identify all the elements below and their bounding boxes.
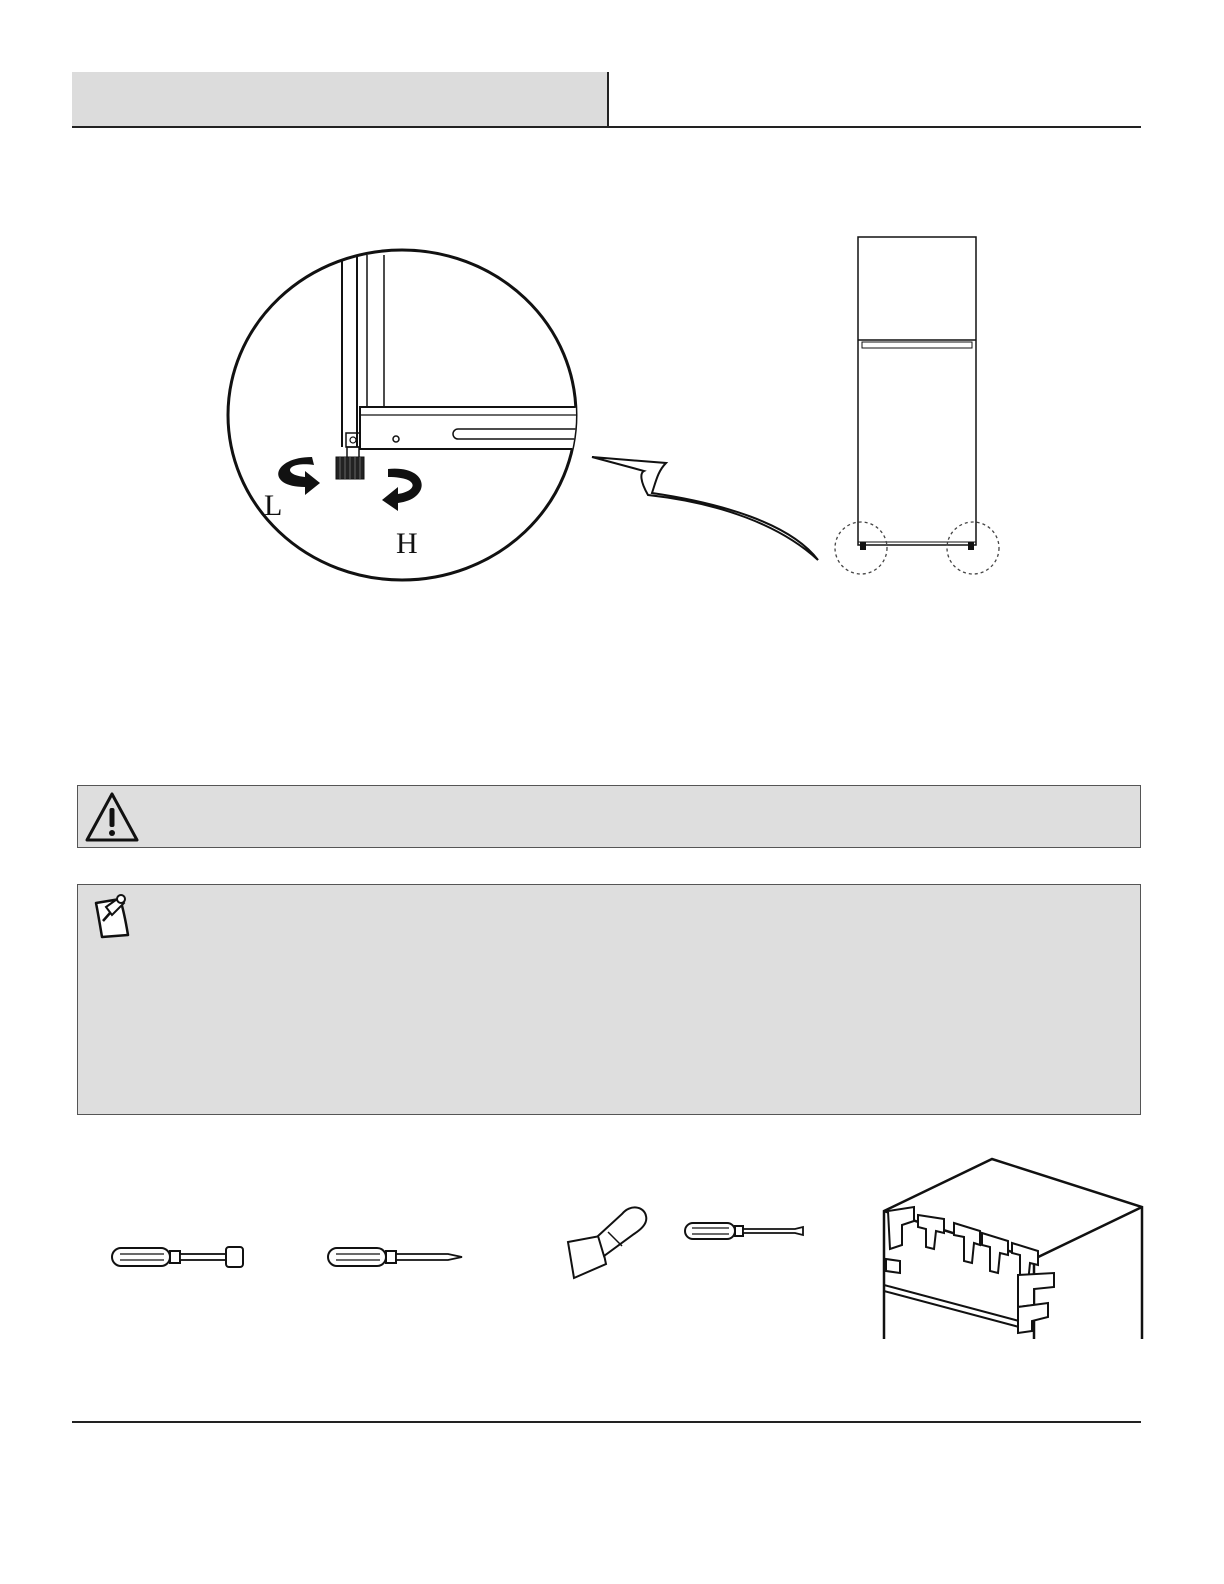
label-high: H — [396, 527, 418, 560]
socket-driver-icon — [110, 1242, 246, 1272]
callout-pointer — [592, 457, 818, 560]
phillips-screwdriver-icon — [326, 1242, 464, 1272]
header-title-bar — [72, 72, 609, 127]
warning-triangle-icon — [84, 790, 140, 844]
note-box — [77, 884, 1141, 1115]
putty-knife-icon — [560, 1200, 652, 1280]
header-rule — [72, 126, 1141, 128]
refrigerator-front-illustration — [830, 230, 1010, 580]
caution-box — [77, 785, 1141, 848]
footer-rule — [72, 1421, 1141, 1423]
note-pushpin-icon — [90, 891, 138, 939]
taped-refrigerator-illustration — [878, 1155, 1144, 1340]
flathead-screwdriver-icon — [683, 1218, 805, 1244]
label-low: L — [264, 489, 283, 522]
